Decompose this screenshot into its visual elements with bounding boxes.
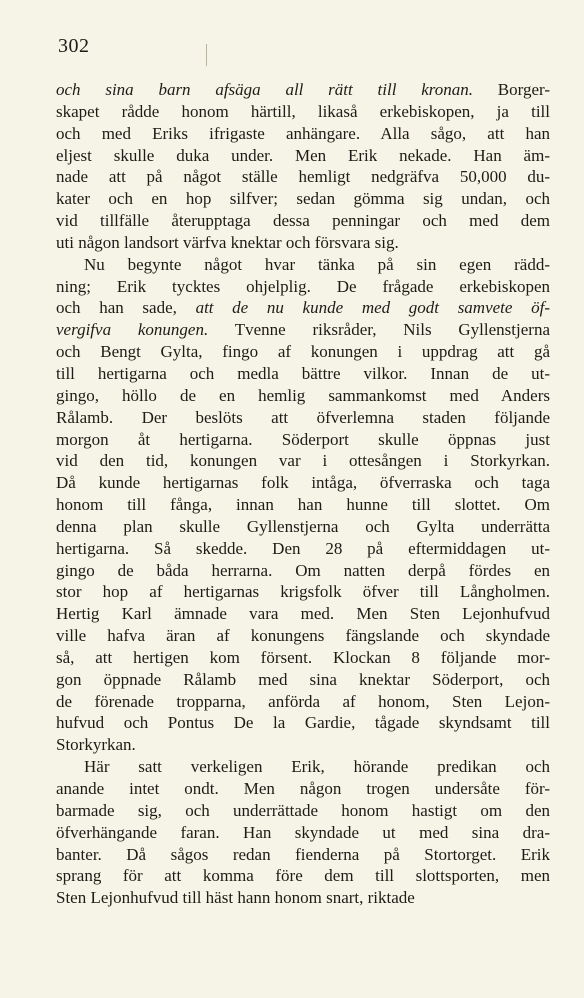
text-line (56, 450, 550, 472)
text-run: och han sade, (56, 298, 196, 318)
text-line (56, 822, 550, 844)
text-run: anande intet ondt. Men någon trogen undersåte för- (56, 779, 550, 798)
text-run: gingo de båda herrarna. Om natten derpå fördes en (56, 560, 550, 580)
text-run: honom till fånga, innan han hunne till slottet. Om (56, 495, 550, 515)
text-run: och Bengt Gylta, fingo af konungen i uppdrag att gå (56, 342, 550, 362)
body-text (56, 79, 550, 909)
text-line (56, 538, 550, 560)
text-line (56, 254, 550, 276)
text-run: morgon åt hertigarna. Söderport skulle öppnas just (56, 429, 550, 449)
text-run: Nu begynte något hvar tänka på sin egen rädd- (84, 254, 550, 274)
text-line (56, 844, 550, 866)
text-run: Borger- (472, 80, 550, 99)
text-run: hufvud och Pontus De la Gardie, tågade skyndsamt till (56, 713, 550, 733)
text-line (56, 494, 550, 516)
text-run: gon öppnade Rålamb med sina knektar Söderport, och (56, 669, 550, 689)
text-line (56, 734, 550, 756)
text-run: Sten Lejonhufvud till häst hann honom snart, riktade (56, 888, 415, 908)
text-run: nade att på något ställe hemligt nedgräfva 50,000 du- (56, 167, 550, 187)
text-run: skapet rådde honom härtill, likaså erkebiskopen, ja till (56, 101, 550, 121)
text-line (56, 363, 550, 385)
text-run: Då kunde hertigarnas folk intåga, öfverraska och taga (56, 473, 550, 493)
text-line (56, 625, 550, 647)
text-line (56, 647, 550, 669)
text-run: Tvenne riksråder, Nils Gyllenstjerna (208, 320, 550, 340)
text-run: så, att hertigen kom försent. Klockan 8 följande mor- (56, 647, 550, 667)
text-line (56, 385, 550, 407)
text-line (56, 669, 550, 691)
text-run: öfverhängande faran. Han skyndade ut med sina dra- (56, 822, 550, 842)
text-line (56, 145, 550, 167)
text-line (56, 581, 550, 603)
text-run: ning; Erik tycktes ohjelplig. De frågade erkebiskopen (56, 276, 550, 296)
text-line (56, 319, 550, 341)
text-line (56, 407, 550, 429)
text-run: banter. Då sågos redan fienderna på Stortorget. Erik (56, 844, 550, 864)
italic-phrase: och sina barn afsäga all rätt till kronan. (56, 80, 473, 99)
text-line (56, 123, 550, 145)
text-line (56, 472, 550, 494)
italic-phrase: att de nu kunde med godt samvete öf- (195, 298, 550, 318)
text-line (56, 429, 550, 451)
text-line (56, 691, 550, 713)
text-line (56, 560, 550, 582)
italic-phrase: vergifva konungen. (56, 320, 209, 340)
text-line (56, 800, 550, 822)
text-line (56, 297, 550, 319)
text-run: stor hop af hertigarnas krigsfolk öfver till Långholmen. (56, 582, 550, 602)
text-line (56, 276, 550, 298)
text-run: Storkyrkan. (56, 735, 136, 755)
text-line (56, 341, 550, 363)
text-run: hertigarna. Så skedde. Den 28 på eftermiddagen ut- (56, 538, 550, 558)
text-run: sprang för att komma före dem till slottsporten, men (56, 866, 550, 886)
page-number: 302 (58, 35, 90, 57)
text-line (56, 166, 550, 188)
text-run: kater och en hop silfver; sedan gömma sig undan, och (56, 189, 550, 209)
text-line (56, 188, 550, 210)
text-run: Här satt verkeligen Erik, hörande predikan och (84, 757, 550, 777)
text-line (56, 778, 550, 800)
text-run: ville hafva äran af konungens fängslande och skyndade (56, 626, 550, 646)
gutter-mark (206, 44, 207, 66)
text-run: Hertig Karl ämnade vara med. Men Sten Lejonhufvud (56, 604, 550, 624)
text-line (56, 887, 550, 909)
text-run: vid tillfälle återupptaga dessa penningar och med dem (56, 211, 550, 231)
text-run: gingo, höllo de en hemlig sammankomst med Anders (56, 385, 550, 405)
text-line (56, 756, 550, 778)
text-run: vid den tid, konungen var i ottesången i Storkyrkan. (56, 451, 550, 471)
text-line (56, 865, 550, 887)
text-run: uti någon landsort värfva knektar och försvara sig. (56, 232, 399, 252)
text-line (56, 712, 550, 734)
text-run: och med Eriks ifrigaste anhängare. Alla sågo, att han (56, 123, 550, 143)
text-run: till hertigarna och medla bättre vilkor. Innan de ut- (56, 363, 550, 383)
text-line (56, 516, 550, 538)
text-line (56, 79, 550, 101)
text-run: de förenade tropparna, anförda af honom, Sten Lejon- (56, 691, 550, 711)
text-line (56, 101, 550, 123)
text-run: Rålamb. Der beslöts att öfverlemna staden följande (56, 407, 550, 427)
text-run: eljest skulle duka under. Men Erik nekade. Han äm- (56, 145, 550, 165)
text-run: barmade sig, och underrättade honom hastigt om den (56, 800, 550, 820)
text-line (56, 603, 550, 625)
text-line (56, 232, 550, 254)
text-line (56, 210, 550, 232)
text-run: denna plan skulle Gyllenstjerna och Gylta underrätta (56, 516, 550, 536)
